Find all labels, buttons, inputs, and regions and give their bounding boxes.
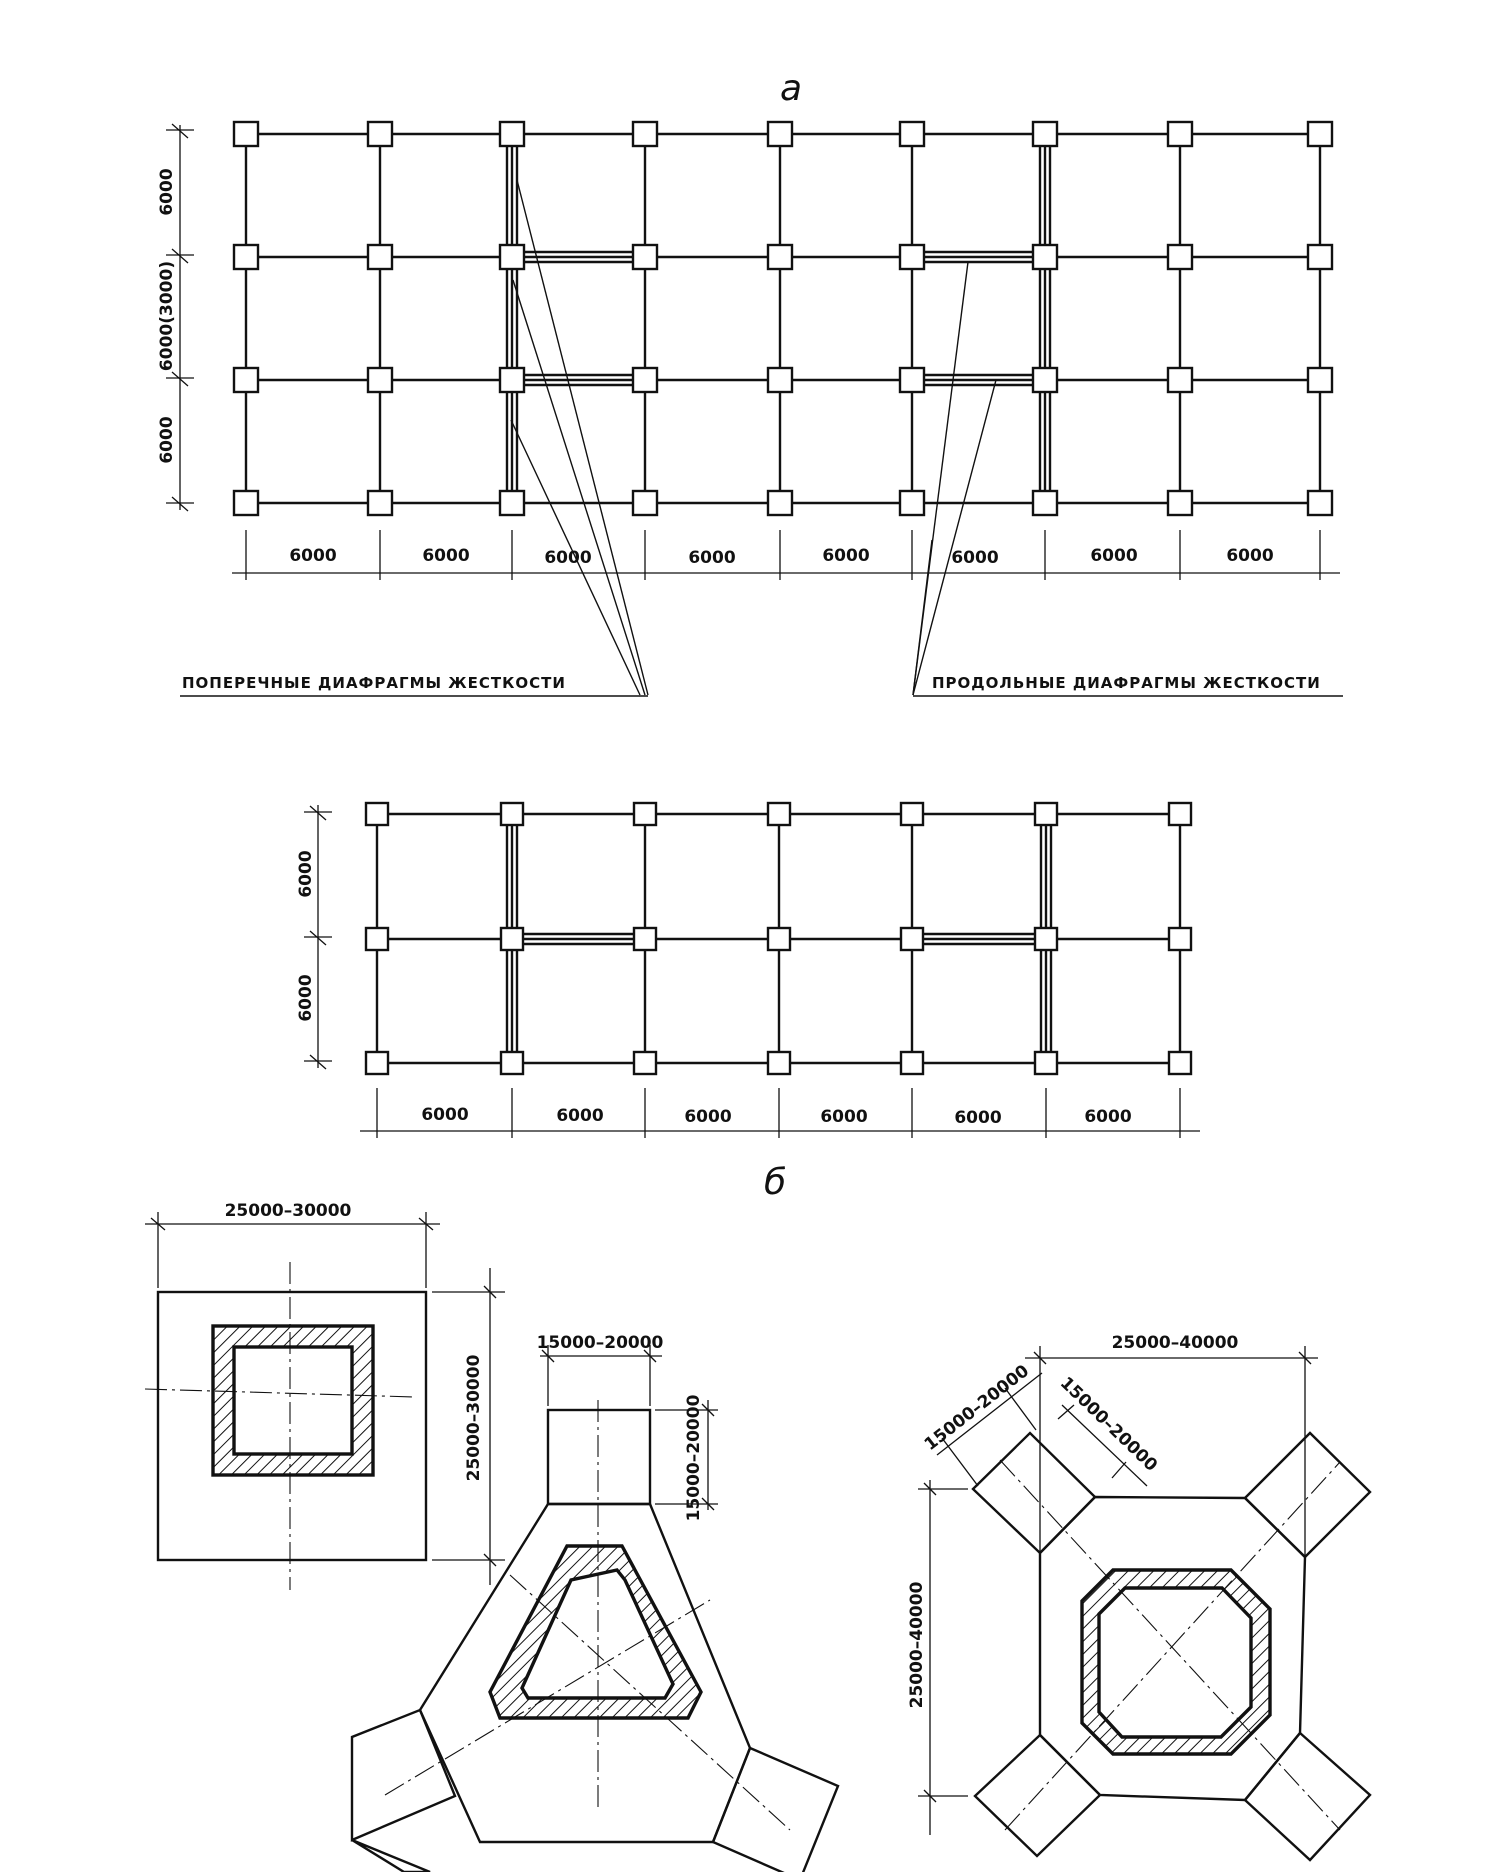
square-core-plan	[145, 1212, 505, 1590]
plan-a-bay-label-2: 6000(3000)	[157, 260, 177, 372]
triangle-wing-width-label: 15000–20000	[536, 1333, 664, 1353]
column	[900, 368, 924, 392]
frame-plan-a	[157, 122, 1343, 696]
triangle-wing-length-label: 15000–20000	[684, 1394, 704, 1522]
column	[1308, 122, 1332, 146]
column	[1035, 1052, 1057, 1074]
column	[234, 491, 258, 515]
column	[900, 491, 924, 515]
plan-a-columns	[234, 122, 1332, 515]
plan-2-span-label-4: 6000	[820, 1107, 868, 1127]
column	[1035, 928, 1057, 950]
column	[1168, 491, 1192, 515]
column	[1308, 491, 1332, 515]
column	[900, 122, 924, 146]
column	[1308, 368, 1332, 392]
plan-a-span-label-5: 6000	[822, 546, 870, 566]
column	[768, 368, 792, 392]
column	[500, 122, 524, 146]
column	[1033, 245, 1057, 269]
figure-label-b: б	[764, 1162, 787, 1203]
plan-2-span-label-3: 6000	[684, 1107, 732, 1127]
column	[368, 245, 392, 269]
plan-a-bay-label-1: 6000	[157, 168, 177, 216]
column	[1169, 1052, 1191, 1074]
column	[500, 245, 524, 269]
plan-2-bay-label-1: 6000	[296, 850, 316, 898]
column	[368, 491, 392, 515]
column	[633, 368, 657, 392]
column	[366, 928, 388, 950]
column	[768, 245, 792, 269]
column	[234, 245, 258, 269]
cross-core-plan	[918, 1346, 1370, 1860]
column	[901, 803, 923, 825]
figure-label-a: а	[780, 68, 803, 109]
plan-2-bay-label-2: 6000	[296, 974, 316, 1022]
plan-2-span-label-6: 6000	[1084, 1107, 1132, 1127]
cross-wing-length-label: 15000–20000	[1055, 1373, 1162, 1476]
column	[768, 803, 790, 825]
plan-2-span-dimension-line	[360, 1088, 1200, 1138]
column	[634, 1052, 656, 1074]
column	[366, 803, 388, 825]
plan-a-span-label-2: 6000	[422, 546, 470, 566]
column	[368, 368, 392, 392]
column	[1168, 122, 1192, 146]
plan-2-span-label-1: 6000	[421, 1105, 469, 1125]
column	[1033, 368, 1057, 392]
cross-overall-label: 25000–40000	[1111, 1333, 1239, 1353]
cross-wing-width-label: 15000–20000	[920, 1361, 1034, 1455]
column	[366, 1052, 388, 1074]
square-width-label: 25000–30000	[224, 1201, 352, 1221]
plan-2-span-label-2: 6000	[556, 1106, 604, 1126]
column	[634, 928, 656, 950]
leader-lines-longitudinal	[913, 262, 1343, 696]
column	[768, 491, 792, 515]
column	[768, 122, 792, 146]
frame-plan-2	[296, 803, 1200, 1138]
column	[1308, 245, 1332, 269]
plan-a-span-dimension-line	[232, 530, 1340, 580]
column	[634, 803, 656, 825]
column	[1033, 122, 1057, 146]
column	[1035, 803, 1057, 825]
plan-a-span-label-4: 6000	[688, 548, 736, 568]
plan-a-diaphragms	[507, 134, 1050, 503]
plan-a-span-label-1: 6000	[289, 546, 337, 566]
column	[633, 122, 657, 146]
column	[500, 368, 524, 392]
column	[500, 491, 524, 515]
plan-2-span-label-5: 6000	[954, 1108, 1002, 1128]
column	[1033, 491, 1057, 515]
column	[768, 928, 790, 950]
column	[900, 245, 924, 269]
column	[768, 1052, 790, 1074]
column	[501, 803, 523, 825]
plan-a-span-label-6: 6000	[951, 548, 999, 568]
label-longitudinal-diaphragms: ПРОДОЛЬНЫЕ ДИАФРАГМЫ ЖЕСТКОСТИ	[932, 674, 1321, 692]
column	[1168, 245, 1192, 269]
plan-2-bay-dimension-line	[304, 805, 332, 1069]
label-transverse-diaphragms: ПОПЕРЕЧНЫЕ ДИАФРАГМЫ ЖЕСТКОСТИ	[182, 674, 566, 692]
plan-a-span-label-8: 6000	[1226, 546, 1274, 566]
column	[901, 1052, 923, 1074]
square-height-label: 25000–30000	[464, 1354, 484, 1482]
column	[901, 928, 923, 950]
plan-a-bay-label-3: 6000	[157, 416, 177, 464]
column	[501, 928, 523, 950]
plan-a-span-label-7: 6000	[1090, 546, 1138, 566]
column	[234, 368, 258, 392]
column	[1169, 803, 1191, 825]
column	[234, 122, 258, 146]
column	[633, 491, 657, 515]
cross-height-label: 25000–40000	[907, 1581, 927, 1709]
plan-a-span-label-3: 6000	[544, 548, 592, 568]
plan-a-beams	[246, 134, 1320, 503]
column	[633, 245, 657, 269]
column	[1168, 368, 1192, 392]
column	[1169, 928, 1191, 950]
column	[368, 122, 392, 146]
column	[501, 1052, 523, 1074]
